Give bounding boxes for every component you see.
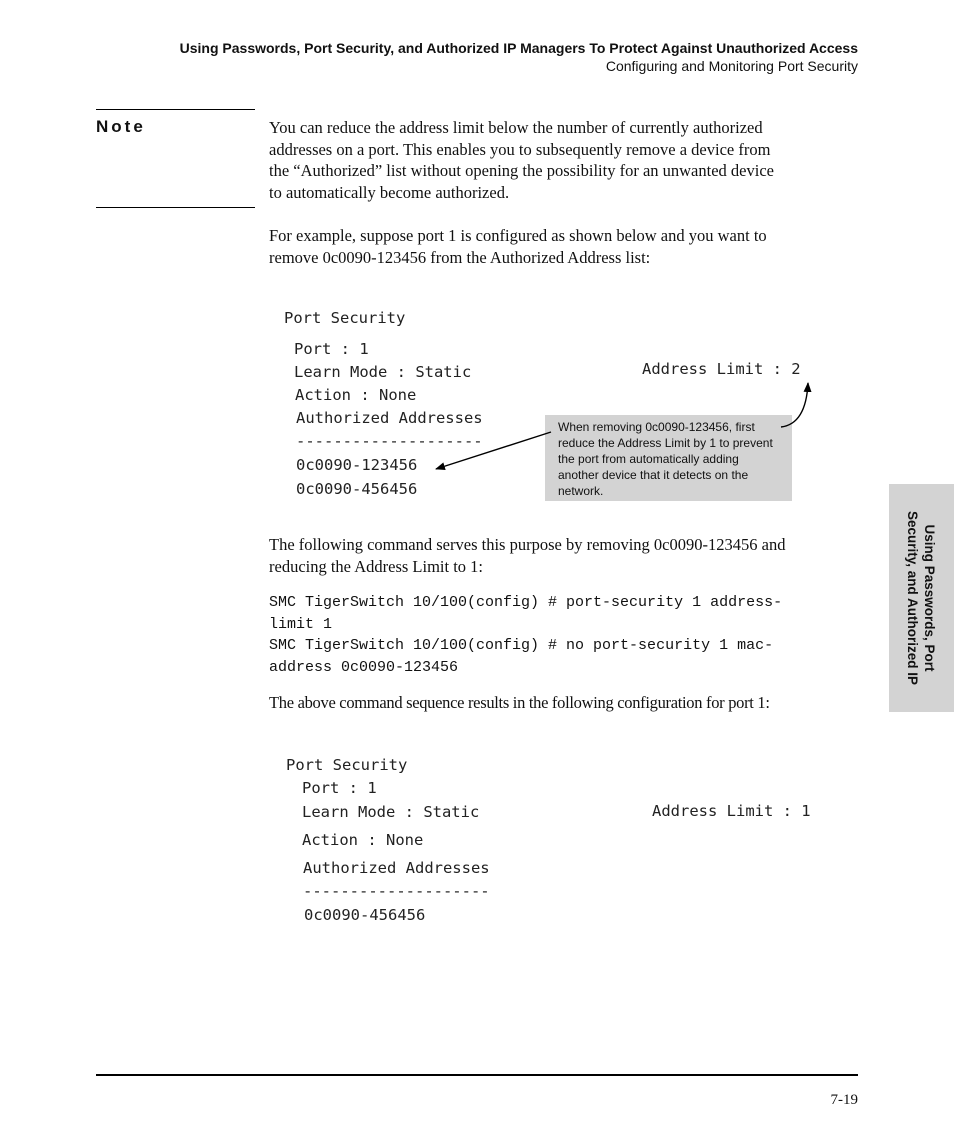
screen2-address-1: 0c0090-456456	[304, 906, 426, 924]
chapter-title: Using Passwords, Port Security, and Authorized IP Managers To Protect Against Unauthorized Access	[179, 40, 858, 56]
note-line: You can reduce the address limit below the number of currently authorized	[269, 118, 763, 137]
result-paragraph: The above command sequence results in the following configuration for port 1:	[269, 693, 770, 712]
callout-line: the port from automatically adding	[558, 452, 739, 466]
screen2-address-limit: Address Limit : 1	[652, 802, 811, 820]
screen2-title: Port Security	[286, 756, 408, 774]
screen1-address-2: 0c0090-456456	[296, 480, 418, 498]
screen1-learn-mode: Learn Mode : Static	[294, 363, 472, 381]
section-title: Configuring and Monitoring Port Security	[605, 58, 858, 74]
screen1-title: Port Security	[284, 309, 406, 327]
page-number: 7-19	[830, 1092, 858, 1108]
callout-line: network.	[558, 484, 604, 498]
command-intro-paragraph	[269, 534, 869, 577]
side-tab-line: Using Passwords, Port	[922, 524, 937, 672]
side-tab-line: Security, and Authorized IP	[905, 510, 920, 686]
note-line: the “Authorized” list without opening the possibility for an unwanted device	[269, 161, 774, 180]
paragraph-line: remove 0c0090-123456 from the Authorized Address list:	[269, 247, 651, 267]
callout-line: reduce the Address Limit by 1 to prevent	[558, 436, 773, 450]
arrow-to-address	[436, 432, 551, 469]
note-line: to automatically become authorized.	[269, 182, 510, 202]
screen1-action: Action : None	[295, 386, 417, 404]
command-block	[269, 592, 869, 678]
side-tab-text	[904, 488, 938, 708]
note-line: addresses on a port. This enables you to subsequently remove a device from	[269, 139, 771, 159]
paragraph-line: reducing the Address Limit to 1:	[269, 556, 484, 576]
command-line: address 0c0090-123456	[269, 658, 459, 676]
screen2-action: Action : None	[302, 831, 424, 849]
callout-line: another device that it detects on the	[558, 468, 749, 482]
screen2-port: Port : 1	[302, 779, 377, 797]
arrow-to-limit	[781, 383, 808, 427]
screen1-auth-header: Authorized Addresses	[296, 409, 483, 427]
command-line: SMC TigerSwitch 10/100(config) # no port-security 1 mac-	[269, 637, 774, 654]
screen2-learn-mode: Learn Mode : Static	[302, 803, 480, 821]
screen1-port: Port : 1	[294, 340, 369, 358]
screen2-auth-header: Authorized Addresses	[303, 859, 490, 877]
screen1-address-1: 0c0090-123456	[296, 456, 418, 474]
command-line: SMC TigerSwitch 10/100(config) # port-security 1 address-	[269, 594, 783, 611]
note-label: Note	[96, 117, 146, 136]
callout-line: When removing 0c0090-123456, first	[558, 420, 755, 434]
command-line: limit 1	[269, 615, 333, 633]
paragraph-line: The following command serves this purpose by removing 0c0090-123456 and	[269, 535, 786, 554]
screen1-address-limit: Address Limit : 2	[642, 360, 801, 378]
paragraph-line: For example, suppose port 1 is configured as shown below and you want to	[269, 226, 767, 245]
screen1-separator: --------------------	[296, 432, 483, 450]
screen2-separator: --------------------	[303, 882, 490, 900]
footer-rule	[96, 1074, 858, 1076]
